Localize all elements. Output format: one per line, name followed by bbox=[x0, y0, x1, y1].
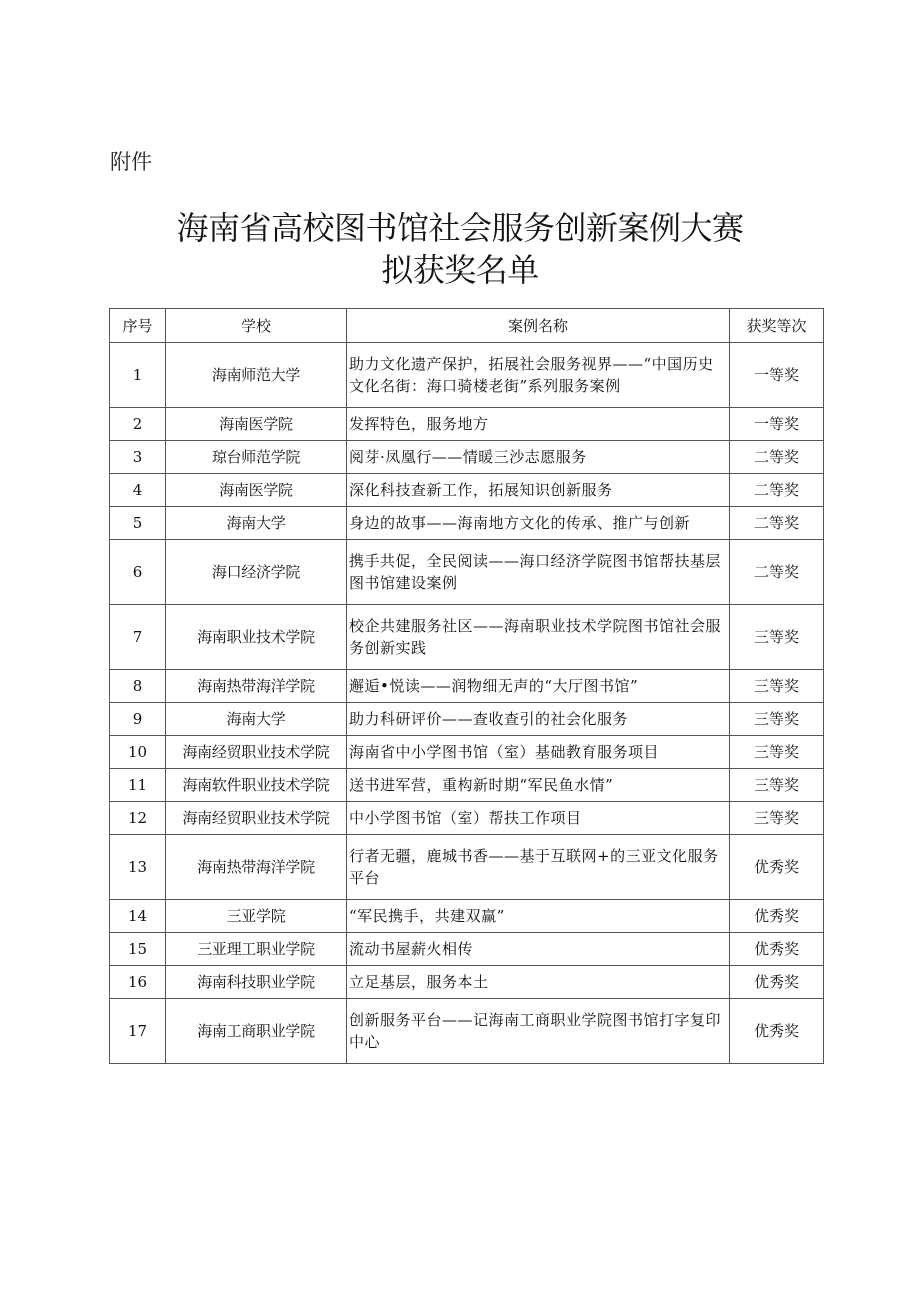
cell-no: 10 bbox=[110, 736, 166, 769]
cell-case: 深化科技查新工作，拓展知识创新服务 bbox=[347, 474, 730, 507]
cell-award: 优秀奖 bbox=[730, 966, 824, 999]
cell-school: 三亚学院 bbox=[166, 900, 347, 933]
cell-award: 优秀奖 bbox=[730, 835, 824, 900]
table-row bbox=[110, 605, 824, 670]
header-award: 获奖等次 bbox=[730, 309, 824, 343]
cell-no: 4 bbox=[110, 474, 166, 507]
cell-school: 三亚理工职业学院 bbox=[166, 933, 347, 966]
cell-school: 海南医学院 bbox=[166, 474, 347, 507]
cell-award: 一等奖 bbox=[730, 343, 824, 408]
cell-award: 优秀奖 bbox=[730, 999, 824, 1064]
cell-no: 7 bbox=[110, 605, 166, 670]
header-case: 案例名称 bbox=[347, 309, 730, 343]
cell-case: 助力科研评价——查收查引的社会化服务 bbox=[347, 703, 730, 736]
cell-school: 海南热带海洋学院 bbox=[166, 670, 347, 703]
cell-case: 身边的故事——海南地方文化的传承、推广与创新 bbox=[347, 507, 730, 540]
award-list-table bbox=[109, 308, 824, 1064]
cell-award: 三等奖 bbox=[730, 769, 824, 802]
attachment-label: 附件 bbox=[110, 150, 152, 174]
cell-school: 海南经贸职业技术学院 bbox=[166, 736, 347, 769]
table-row bbox=[110, 769, 824, 802]
cell-no: 1 bbox=[110, 343, 166, 408]
cell-school: 海口经济学院 bbox=[166, 540, 347, 605]
cell-no: 11 bbox=[110, 769, 166, 802]
cell-school: 海南医学院 bbox=[166, 408, 347, 441]
cell-case: 发挥特色，服务地方 bbox=[347, 408, 730, 441]
table-row bbox=[110, 343, 824, 408]
cell-award: 三等奖 bbox=[730, 703, 824, 736]
cell-case: 校企共建服务社区——海南职业技术学院图书馆社会服务创新实践 bbox=[347, 605, 730, 670]
cell-award: 二等奖 bbox=[730, 441, 824, 474]
table-row bbox=[110, 966, 824, 999]
cell-award: 三等奖 bbox=[730, 605, 824, 670]
cell-case: 助力文化遗产保护，拓展社会服务视界——“中国历史文化名街：海口骑楼老街”系列服务案例 bbox=[347, 343, 730, 408]
cell-no: 2 bbox=[110, 408, 166, 441]
table-row bbox=[110, 474, 824, 507]
cell-no: 15 bbox=[110, 933, 166, 966]
cell-case: 立足基层，服务本土 bbox=[347, 966, 730, 999]
cell-no: 14 bbox=[110, 900, 166, 933]
table-row bbox=[110, 540, 824, 605]
cell-award: 二等奖 bbox=[730, 507, 824, 540]
table-row bbox=[110, 999, 824, 1064]
table-row bbox=[110, 408, 824, 441]
cell-award: 优秀奖 bbox=[730, 933, 824, 966]
table-row bbox=[110, 507, 824, 540]
cell-award: 三等奖 bbox=[730, 736, 824, 769]
cell-case: 携手共促，全民阅读——海口经济学院图书馆帮扶基层图书馆建设案例 bbox=[347, 540, 730, 605]
cell-school: 海南经贸职业技术学院 bbox=[166, 802, 347, 835]
cell-award: 三等奖 bbox=[730, 670, 824, 703]
cell-no: 5 bbox=[110, 507, 166, 540]
cell-award: 优秀奖 bbox=[730, 900, 824, 933]
cell-no: 12 bbox=[110, 802, 166, 835]
table-header-row bbox=[110, 309, 824, 343]
cell-case: “军民携手，共建双赢” bbox=[347, 900, 730, 933]
cell-award: 三等奖 bbox=[730, 802, 824, 835]
table-row bbox=[110, 736, 824, 769]
cell-school: 海南师范大学 bbox=[166, 343, 347, 408]
cell-no: 8 bbox=[110, 670, 166, 703]
header-school: 学校 bbox=[166, 309, 347, 343]
cell-school: 海南职业技术学院 bbox=[166, 605, 347, 670]
cell-case: 流动书屋薪火相传 bbox=[347, 933, 730, 966]
cell-no: 6 bbox=[110, 540, 166, 605]
cell-no: 9 bbox=[110, 703, 166, 736]
cell-no: 13 bbox=[110, 835, 166, 900]
cell-award: 一等奖 bbox=[730, 408, 824, 441]
header-no: 序号 bbox=[110, 309, 166, 343]
cell-case: 阅芽·凤凰行——情暖三沙志愿服务 bbox=[347, 441, 730, 474]
cell-school: 海南软件职业技术学院 bbox=[166, 769, 347, 802]
table-row bbox=[110, 802, 824, 835]
cell-school: 琼台师范学院 bbox=[166, 441, 347, 474]
cell-school: 海南大学 bbox=[166, 703, 347, 736]
cell-award: 二等奖 bbox=[730, 474, 824, 507]
cell-no: 16 bbox=[110, 966, 166, 999]
page-title: 海南省高校图书馆社会服务创新案例大赛 bbox=[176, 209, 744, 247]
cell-case: 中小学图书馆（室）帮扶工作项目 bbox=[347, 802, 730, 835]
cell-school: 海南大学 bbox=[166, 507, 347, 540]
cell-case: 送书进军营，重构新时期“军民鱼水情” bbox=[347, 769, 730, 802]
cell-case: 行者无疆，鹿城书香——基于互联网+的三亚文化服务平台 bbox=[347, 835, 730, 900]
table-row bbox=[110, 835, 824, 900]
cell-case: 海南省中小学图书馆（室）基础教育服务项目 bbox=[347, 736, 730, 769]
cell-school: 海南热带海洋学院 bbox=[166, 835, 347, 900]
table-row bbox=[110, 441, 824, 474]
cell-award: 二等奖 bbox=[730, 540, 824, 605]
cell-no: 17 bbox=[110, 999, 166, 1064]
cell-case: 创新服务平台——记海南工商职业学院图书馆打字复印中心 bbox=[347, 999, 730, 1064]
table-row bbox=[110, 703, 824, 736]
page-subtitle: 拟获奖名单 bbox=[381, 251, 539, 289]
table-row bbox=[110, 933, 824, 966]
cell-case: 邂逅•悦读——润物细无声的“大厅图书馆” bbox=[347, 670, 730, 703]
cell-school: 海南工商职业学院 bbox=[166, 999, 347, 1064]
cell-no: 3 bbox=[110, 441, 166, 474]
cell-school: 海南科技职业学院 bbox=[166, 966, 347, 999]
table-row bbox=[110, 900, 824, 933]
table-row bbox=[110, 670, 824, 703]
